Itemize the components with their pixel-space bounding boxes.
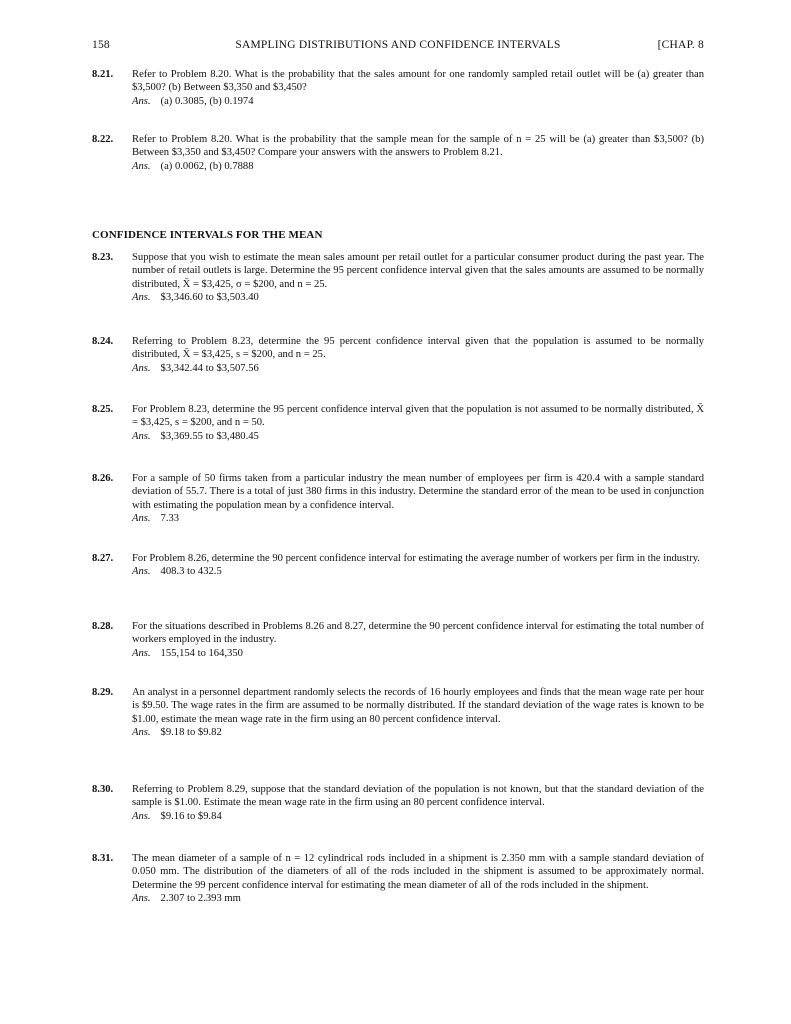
problem-answer bbox=[132, 291, 704, 304]
answer-value: 408.3 to 432.5 bbox=[160, 566, 222, 578]
problem-text: The mean diameter of a sample of n = 12 cylindrical rods included in a shipment is 2.350 mm with a sample standard deviation of 0.050 mm. The distribution of the diameters of all of the rods included in the shipment is assumed to be approximately normal. Determine the 99 percent confidence interval for estimating the mean diameter of all of the rods included in the shipment. bbox=[132, 853, 704, 891]
problem-answer bbox=[132, 430, 704, 443]
answer-value: 7.33 bbox=[160, 512, 180, 524]
answer-label: Ans. bbox=[132, 512, 151, 524]
problem-number: 8.25. bbox=[92, 404, 114, 415]
problem-number: 8.21. bbox=[92, 69, 114, 80]
answer-value: $3,346.60 to $3,503.40 bbox=[160, 291, 259, 303]
answer-label: Ans. bbox=[132, 892, 151, 904]
answer-value: $9.16 to $9.84 bbox=[160, 810, 222, 822]
problem-8-24 bbox=[92, 335, 704, 375]
problem-text: Refer to Problem 8.20. What is the probability that the sample mean for the sample of n = 25 will be (a) greater than $3,500? (b) Between $3,350 and $3,450? Compare your answers with the answers to Problem 8.21. bbox=[132, 134, 704, 159]
problem-number: 8.23. bbox=[92, 252, 114, 263]
answer-value: 2.307 to 2.393 mm bbox=[160, 892, 241, 904]
answer-label: Ans. bbox=[132, 160, 151, 172]
problem-number: 8.31. bbox=[92, 853, 114, 864]
answer-value: $3,342.44 to $3,507.56 bbox=[160, 362, 259, 374]
answer-label: Ans. bbox=[132, 430, 151, 442]
problem-text: For Problem 8.26, determine the 90 percent confidence interval for estimating the average number of workers per firm in the industry. bbox=[132, 553, 700, 564]
problem-text: For a sample of 50 firms taken from a particular industry the mean number of employees per firm is 420.4 with a sample standard deviation of 55.7. There is a total of just 380 firms in this industry. Determine the standard error of the mean to be used in conjunction with estimating the population mean by a confidence interval. bbox=[132, 473, 704, 511]
problem-8-21 bbox=[92, 68, 704, 108]
problem-number: 8.22. bbox=[92, 134, 114, 145]
problem-answer bbox=[132, 810, 704, 823]
chapter-label: [CHAP. 8 bbox=[657, 39, 704, 51]
answer-value: (a) 0.3085, (b) 0.1974 bbox=[160, 95, 254, 107]
problem-number: 8.24. bbox=[92, 336, 114, 347]
answer-value: $3,369.55 to $3,480.45 bbox=[160, 430, 259, 442]
problem-text: For Problem 8.23, determine the 95 percent confidence interval given that the population is not assumed to be normally distributed, X̄ = $3,425, s = $200, and n = 50. bbox=[132, 404, 704, 429]
problem-answer bbox=[132, 512, 704, 525]
problem-answer bbox=[132, 647, 704, 660]
problem-text: Referring to Problem 8.29, suppose that the standard deviation of the population is not known, but that the standard deviation of the sample is $1.00. Estimate the mean wage rate in the firm using an 80 percent confidence interval. bbox=[132, 784, 704, 809]
problem-number: 8.26. bbox=[92, 473, 114, 484]
running-title: SAMPLING DISTRIBUTIONS AND CONFIDENCE INTERVALS bbox=[235, 39, 561, 51]
answer-value: $9.18 to $9.82 bbox=[160, 726, 222, 738]
problem-number: 8.27. bbox=[92, 553, 114, 564]
page-number: 158 bbox=[92, 39, 110, 51]
answer-label: Ans. bbox=[132, 291, 151, 303]
problem-8-31 bbox=[92, 852, 704, 905]
problem-answer bbox=[132, 892, 704, 905]
problem-text: Refer to Problem 8.20. What is the probability that the sales amount for one randomly sampled retail outlet will be (a) greater than $3,500? (b) Between $3,350 and $3,450? bbox=[132, 69, 704, 94]
problem-8-23 bbox=[92, 251, 704, 304]
problem-8-29 bbox=[92, 686, 704, 739]
answer-label: Ans. bbox=[132, 566, 151, 578]
problem-answer bbox=[132, 726, 704, 739]
problem-answer bbox=[132, 160, 704, 173]
problem-8-22 bbox=[92, 133, 704, 173]
problem-number: 8.29. bbox=[92, 687, 114, 698]
problem-answer bbox=[132, 362, 704, 375]
problem-number: 8.28. bbox=[92, 621, 114, 632]
problem-8-30 bbox=[92, 783, 704, 823]
section-title: CONFIDENCE INTERVALS FOR THE MEAN bbox=[92, 229, 323, 241]
answer-value: 155,154 to 164,350 bbox=[160, 647, 243, 659]
problem-text: Referring to Problem 8.23, determine the 95 percent confidence interval given that the population is assumed to be normally distributed, X̄ = $3,425, s = $200, and n = 25. bbox=[132, 336, 704, 361]
problem-8-25 bbox=[92, 403, 704, 443]
problem-8-27 bbox=[92, 552, 704, 579]
problem-answer bbox=[132, 565, 704, 578]
problem-text: An analyst in a personnel department randomly selects the records of 16 hourly employees and finds that the mean wage rate per hour is $9.50. The wage rates in the firm are assumed to be normally distributed. If the standard deviation of the wage rates is known to be $1.00, estimate the mean wage rate in the firm using an 80 percent confidence interval. bbox=[132, 687, 704, 725]
answer-value: (a) 0.0062, (b) 0.7888 bbox=[160, 160, 254, 172]
problem-8-26 bbox=[92, 472, 704, 525]
problem-answer bbox=[132, 95, 704, 108]
problem-text: For the situations described in Problems 8.26 and 8.27, determine the 90 percent confidence interval for estimating the total number of workers employed in the industry. bbox=[132, 621, 704, 646]
problem-number: 8.30. bbox=[92, 784, 114, 795]
answer-label: Ans. bbox=[132, 726, 151, 738]
problem-8-28 bbox=[92, 620, 704, 660]
answer-label: Ans. bbox=[132, 362, 151, 374]
answer-label: Ans. bbox=[132, 647, 151, 659]
problem-text: Suppose that you wish to estimate the mean sales amount per retail outlet for a particular consumer product during the past year. The number of retail outlets is large. Determine the 95 percent confidence interval given that the sales amounts are assumed to be normally distributed, X̄ = $3,425, σ = $200, and n = 25. bbox=[132, 252, 704, 290]
answer-label: Ans. bbox=[132, 810, 151, 822]
answer-label: Ans. bbox=[132, 95, 151, 107]
page-header bbox=[92, 39, 704, 55]
